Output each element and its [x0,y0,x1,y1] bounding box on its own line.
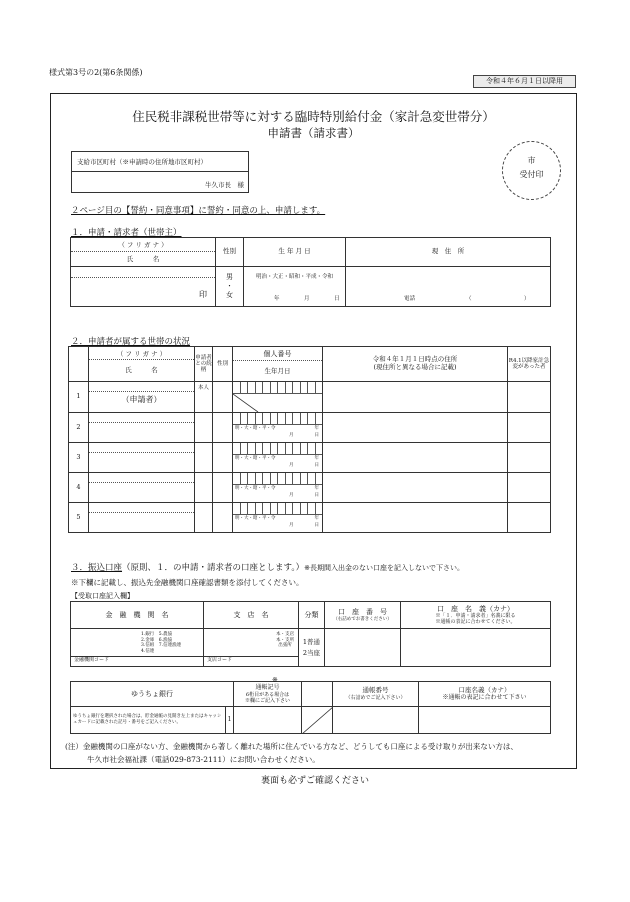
account-number-header: 口 座 番 号 [338,608,387,617]
era-options: 明治・大正・昭和・平成・令和 [255,274,333,280]
applicant-name-field[interactable] [71,267,216,307]
address-note: (現住所と異なる場合に記載) [373,363,457,371]
yucho-note: ゆうちょ銀行を選択された場合は、貯金通帳の見開き左上またはキャッシュカードに記載された記号・番号をご記入ください。 [71,707,226,734]
applicant-table [70,237,551,307]
diagonal-slash-icon [233,394,323,412]
relation-field[interactable] [195,503,213,533]
branch-field[interactable] [204,629,299,667]
effective-date-badge: 令和４年６月１日以降用 [473,75,576,88]
applicant-dob-field[interactable]: 明治・大正・昭和・平成・令和 年 月 日 [244,267,346,307]
member-name-field[interactable] [89,473,195,503]
row-number: 4 [69,473,89,503]
address-field[interactable] [323,503,508,533]
relation-field[interactable] [195,473,213,503]
member-name-field[interactable] [89,413,195,443]
section1-title: １．申請・請求者（世帯主） [71,228,182,238]
tsucho-number-header: 通帳番号 [362,686,389,695]
form-subtitle: 申請書（請求書） [267,126,360,140]
gender-header: 性別 [216,238,244,267]
member-name-field[interactable] [89,443,195,473]
bank-types: 1.銀行 5.農協 2.金庫 6.漁協 3.信組 7.信連漁連 4.信連 [141,632,182,654]
yucho-one: 1 [226,707,234,734]
household-row [69,413,551,443]
household-row [69,503,551,533]
row-number: 3 [69,443,89,473]
relation-field[interactable] [195,413,213,443]
account-box-label: 【受取口座記入欄】 [71,592,134,600]
kigo-field[interactable] [234,707,302,734]
applicant-gender-field[interactable]: 男 ・ 女 [216,267,244,307]
section3-title: ３．振込口座（原則、１．の申請・請求者の口座とします。）※長期間入出金のない口座を記入しないで下さい。 [71,563,464,573]
furigana-header: （ フ リ ガ ナ ） [89,348,194,360]
address-field[interactable] [323,382,508,413]
mynumber-dob-field[interactable]: 明・大・昭・平・令 年 月 日 [233,413,323,443]
relation-header: 申請者との続柄 [195,347,213,382]
relation-field[interactable]: 本人 [195,382,213,413]
account-number-field[interactable] [325,629,401,667]
phone-label: 電話 [404,296,416,303]
kome-mark: ※ [272,676,278,684]
dob-header: 生年月日 [264,366,291,375]
footnote-line1: (注）金融機関の口座がない方、金融機関から著しく離れた場所に住んでいる方など、どうしても口座による受け取りが出来ない方は、 [65,742,518,751]
branch-types: 本・支店 本・支所 出張所 [276,632,294,649]
mynumber-dob-field[interactable] [233,382,323,413]
yucho-holder-field[interactable] [419,707,551,734]
yucho-header: ゆうちょ銀行 [71,682,234,707]
addressee-box [71,151,249,193]
address-field[interactable] [323,473,508,503]
address-field[interactable] [323,413,508,443]
address-header: 現 住 所 [346,238,551,267]
member-name-field[interactable] [89,382,195,413]
bank-name-header: 金 融 機 関 名 [71,602,204,629]
bank-table: 金 融 機 関 名 支 店 名 分類 口 座 番 号 （右詰めでお書きください） 口 座 名 義（カナ） ※「１．申請・請求者」名義に限る ※通帳の表記に合わせてください。 1.銀行 5.農協 2.金庫 6.漁協 3.信組 7.信連漁連 4.信連 金融機関コード 本・支店 本・支所 出張所 支店コード 1普通 2当座 [70,601,551,667]
furigana-header: （ フ リ ガ ナ ） [71,239,215,252]
row-number: 5 [69,503,89,533]
applicant-address-field[interactable]: 電話 （ ） [346,267,551,307]
branch-code-label: 支店コード [204,656,298,666]
member-name-field[interactable] [89,503,195,533]
stamp-city: 市 [527,156,536,165]
back-side-note: 裏面も必ずご確認ください [260,776,369,786]
stamp-label: 受付印 [519,170,544,179]
pledge-text: ２ページ目の【誓約・同意事項】に誓約・同意の上、申請します。 [71,206,326,216]
address-field[interactable] [323,443,508,473]
tsucho-number-field[interactable] [333,707,419,734]
row-number: 2 [69,413,89,443]
addressee-label: 支給市区町村（※申請時の住所地市区町村） [72,152,248,172]
gender-field[interactable] [213,443,233,473]
bank-code-label: 金融機関コード [71,656,203,666]
mynumber-dob-field[interactable]: 明・大・昭・平・令 年 月 日 [233,473,323,503]
category-field[interactable]: 1普通 2当座 [299,629,325,667]
yucho-table: ゆうちょ銀行 通帳記号 6桁目がある場合は ※欄にご記入下さい 通帳番号 （右詰めでご記入下さい） 口座名義（カナ） ※通帳の表記に合わせて下さい ゆうちょ銀行を選択された場合は、貯金通帳の見開き左上またはキャッシュカードに記載された記号・番号をご記入ください。 1 [70,681,551,734]
gender-field[interactable] [213,382,233,413]
form-title: 住民税非課税世帯等に対する臨時特別給付金（家計急変世帯分） [132,109,495,124]
row-number: 1 [69,382,89,413]
gender-field[interactable] [213,413,233,443]
attach-note: ※下欄に記載し、振込先金融機関口座確認書類を添付してください。 [71,578,304,587]
household-table [68,346,551,533]
section2-title: ２．申請者が属する世帯の状況 [71,337,191,347]
dob-header: 生 年 月 日 [244,238,346,267]
bank-name-field[interactable] [71,629,204,667]
relation-field[interactable] [195,443,213,473]
holder-header: 口 座 名 義（カナ） [437,604,514,613]
addressee-mayor: 牛久市長 様 [205,181,244,189]
kigo-header: 通帳記号 [255,684,280,692]
kigo-slash [302,707,333,734]
holder-field[interactable] [401,629,551,667]
reception-stamp-circle [502,141,561,200]
sudden-change-field[interactable] [508,473,551,503]
mynumber-header: 個人番号 [233,348,322,361]
household-row [69,443,551,473]
form-frame [50,93,577,769]
sudden-change-field[interactable] [508,382,551,413]
name-header: 氏 名 [125,365,158,374]
gender-header: 性別 [213,347,233,382]
applicant-label: （申請者） [121,395,162,405]
sudden-change-header: R4.1以降家計急変があった者 [508,347,551,382]
gender-field[interactable] [213,503,233,533]
sudden-change-field[interactable] [508,503,551,533]
household-row [69,382,551,413]
mynumber-dob-field[interactable]: 明・大・昭・平・令 年 月 日 [233,503,323,533]
name-header: 氏 名 [126,254,160,263]
yucho-holder-header: 口座名義（カナ） [458,685,511,694]
mynumber-dob-field[interactable]: 明・大・昭・平・令 年 月 日 [233,443,323,473]
sudden-change-field[interactable] [508,413,551,443]
household-row [69,473,551,503]
footnote-line2: 牛久市社会福祉課（電話029-873-2111）にお問い合わせください。 [87,755,320,764]
branch-header: 支 店 名 [204,602,299,629]
form-id: 様式第3号の2(第6条関係) [49,68,143,77]
sudden-change-field[interactable] [508,443,551,473]
seal-mark: 印 [199,290,207,300]
category-header: 分類 [299,602,325,629]
address-header: 令和４年１月１日時点の住所 [372,355,458,364]
gender-field[interactable] [213,473,233,503]
diagonal-slash-icon [302,707,333,734]
